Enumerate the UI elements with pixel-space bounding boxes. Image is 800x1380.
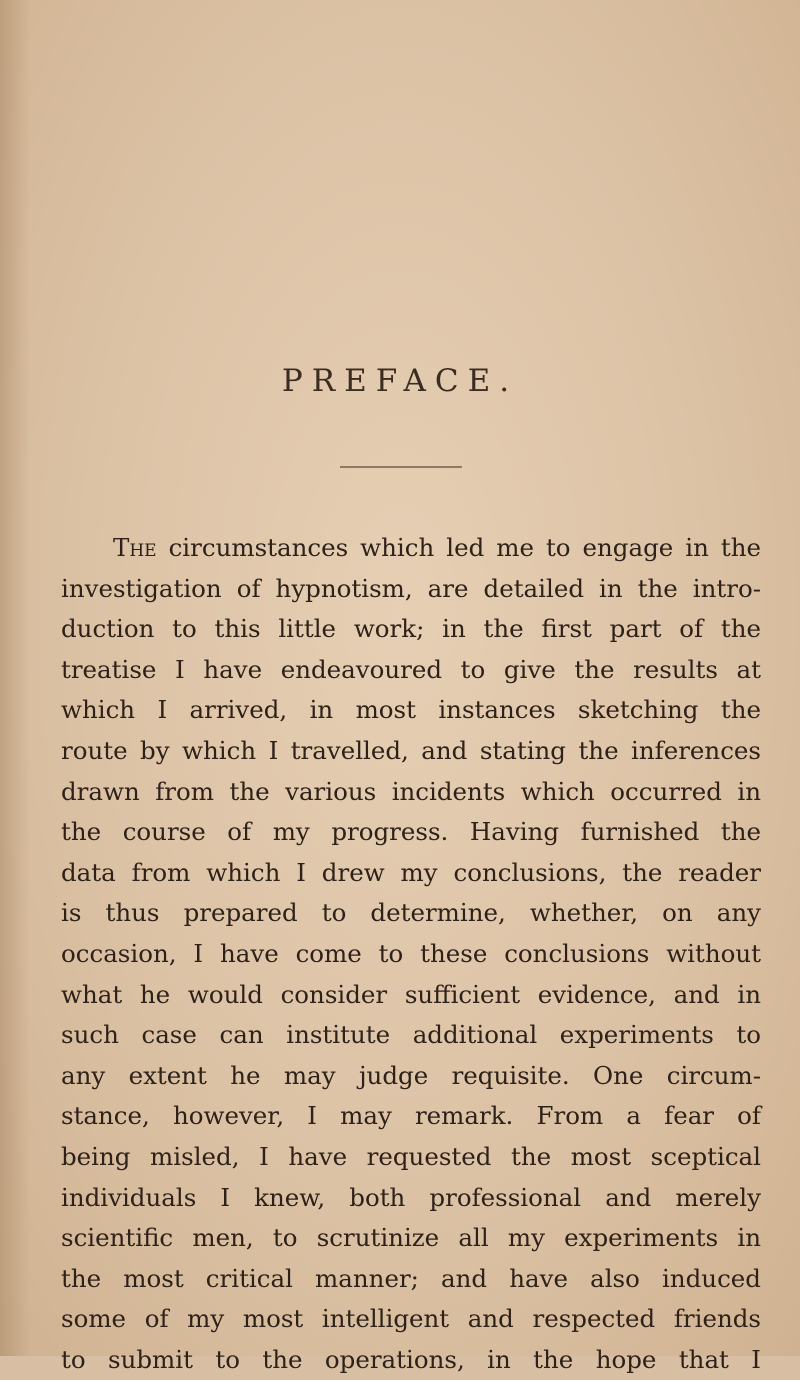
text-line: investigation of hypnotism, are detailed in the intro- — [61, 573, 761, 603]
text-line-first — [61, 528, 761, 569]
text-line: individuals I knew, both professional and merely — [61, 1182, 761, 1212]
text-line: treatise I have endeavoured to give the results at — [61, 654, 761, 684]
page-title: PREFACE. — [281, 363, 519, 399]
text-line: occasion, I have come to these conclusions without — [61, 938, 761, 968]
opening-line-rest: circumstances which led me to engage in the — [168, 533, 761, 562]
title-rule — [340, 466, 462, 468]
text-line: being misled, I have requested the most sceptical — [61, 1141, 761, 1171]
text-line: route by which I travelled, and stating the inferences — [61, 735, 761, 765]
text-line: the course of my progress. Having furnished the — [61, 817, 761, 847]
text-line: data from which I drew my conclusions, the reader — [61, 857, 761, 887]
text-line: which I arrived, in most instances sketching the — [61, 695, 761, 725]
text-line: duction to this little work; in the first part of the — [61, 614, 761, 644]
text-line: such case can institute additional experiments to — [61, 1020, 761, 1050]
preface-body — [61, 528, 761, 1380]
text-line: the most critical manner; and have also induced — [61, 1263, 761, 1293]
text-line: stance, however, I may remark. From a fear of — [61, 1101, 761, 1131]
text-line: is thus prepared to determine, whether, on any — [61, 898, 761, 928]
opening-word: The — [113, 533, 157, 562]
text-line: drawn from the various incidents which occurred in — [61, 776, 761, 806]
text-line: scientific men, to scrutinize all my experiments in — [61, 1223, 761, 1253]
text-line-last: to submit to the operations, in the hope that I — [61, 1344, 761, 1374]
page-edge-shadow — [0, 0, 30, 1356]
text-line: some of my most intelligent and respected friends — [61, 1304, 761, 1334]
text-line: what he would consider sufficient evidence, and in — [61, 979, 761, 1009]
text-line: any extent he may judge requisite. One circum- — [61, 1060, 761, 1090]
